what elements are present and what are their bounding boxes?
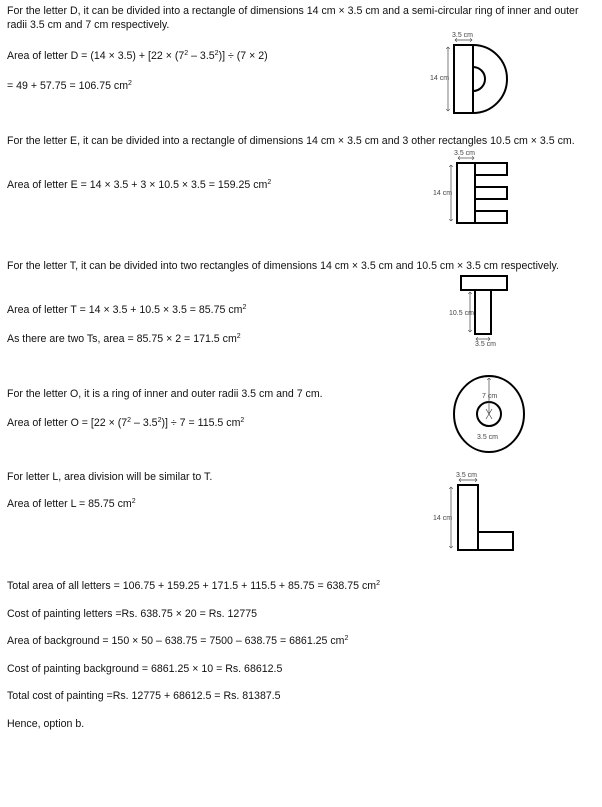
l-width-label: 3.5 cm: [456, 472, 478, 479]
t-formula-text: Area of letter T = 14 × 3.5 + 10.5 × 3.5 = 85.75 cm: [7, 304, 243, 316]
l-intro: For letter L, area division will be similar to T.: [7, 471, 213, 483]
o-formula-sup1: 2: [127, 417, 132, 424]
t-top-bar: [461, 276, 507, 290]
cost-background: Cost of painting background = 6861.25 × 10 = Rs. 68612.5: [7, 663, 283, 675]
o-formula-part1: Area of letter O = [22 × (7: [7, 417, 128, 429]
d-result-sup: 2: [128, 80, 132, 87]
d-height-label: 14 cm: [430, 75, 450, 82]
total-cost: Total cost of painting =Rs. 12775 + 68612.5 = Rs. 81387.5: [7, 690, 281, 702]
cost-letters: Cost of painting letters =Rs. 638.75 × 20 = Rs. 12775: [7, 608, 257, 620]
o-intro: For the letter O, it is a ring of inner and outer radii 3.5 cm and 7 cm.: [7, 388, 323, 400]
total-area-sup: 2: [376, 580, 380, 587]
t-intro: For the letter T, it can be divided into two rectangles of dimensions 14 cm × 3.5 cm and 10.5 cm × 3.5 cm respectively.: [7, 260, 559, 272]
t-stem: [475, 290, 491, 334]
e-formula-sup: 2: [267, 179, 272, 186]
o-formula-sup3: 2: [240, 417, 245, 424]
conclusion: Hence, option b.: [7, 718, 85, 730]
d-rectangle: [454, 45, 473, 113]
d-intro: For the letter D, it can be divided into a rectangle of dimensions 14 cm × 3.5 cm and a semi-circular ring of inner and outer radii 3.5 cm and 7 cm respectively.: [7, 5, 579, 31]
t-two-ts-text: As there are two Ts, area = 85.75 × 2 = 171.5 cm: [7, 333, 237, 345]
l-foot: [478, 532, 513, 550]
t-height-label: 10.5 cm: [449, 310, 474, 317]
d-formula-part2: – 3.5: [188, 50, 215, 62]
e-arm-top: [475, 163, 507, 175]
e-rectangle: [457, 163, 475, 223]
d-inner-arc: [473, 67, 485, 91]
letter-t-diagram: [461, 276, 507, 334]
d-outer-arc: [473, 45, 507, 113]
o-formula-sup2: 2: [157, 417, 162, 424]
letter-d-diagram: [454, 45, 507, 113]
total-area-text: Total area of all letters = 106.75 + 159.25 + 171.5 + 115.5 + 85.75 = 638.75 cm: [7, 580, 377, 592]
e-arm-middle: [475, 187, 507, 199]
area-background-text: Area of background = 150 × 50 – 638.75 = 7500 – 638.75 = 6861.25 cm: [7, 635, 345, 647]
d-formula-part1: Area of letter D = (14 × 3.5) + [22 × (7: [7, 50, 185, 62]
t-two-ts-sup: 2: [236, 333, 241, 340]
l-height-label: 14 cm: [433, 515, 453, 522]
e-height-label: 14 cm: [433, 190, 453, 197]
letter-e-diagram: [457, 163, 507, 223]
d-formula-sup1: 2: [184, 50, 189, 57]
d-result-text: = 49 + 57.75 = 106.75 cm: [7, 80, 129, 92]
d-width-label: 3.5 cm: [452, 32, 474, 39]
t-width-label: 3.5 cm: [475, 341, 497, 348]
d-formula-part3: )] ÷ (7 × 2): [218, 50, 268, 62]
o-formula-part3: )] ÷ 7 = 115.5 cm: [161, 417, 241, 429]
t-formula-sup: 2: [242, 304, 247, 311]
d-formula-sup2: 2: [214, 50, 219, 57]
e-formula-text: Area of letter E = 14 × 3.5 + 3 × 10.5 × 3.5 = 159.25 cm: [7, 179, 268, 191]
o-formula-part2: – 3.5: [131, 417, 158, 429]
o-inner-label: 3.5 cm: [477, 434, 499, 441]
o-outer-label: 7 cm: [482, 393, 498, 400]
letter-l-diagram: [458, 485, 513, 550]
l-formula-text: Area of letter L = 85.75 cm: [7, 498, 132, 510]
l-formula-sup: 2: [131, 498, 136, 505]
e-width-label: 3.5 cm: [454, 150, 476, 157]
area-background-sup: 2: [344, 635, 349, 642]
e-arm-bottom: [475, 211, 507, 223]
e-intro: For the letter E, it can be divided into a rectangle of dimensions 14 cm × 3.5 cm and 3 other rectangles 10.5 cm × 3.5 cm.: [7, 135, 575, 147]
l-vertical-bar: [458, 485, 478, 550]
